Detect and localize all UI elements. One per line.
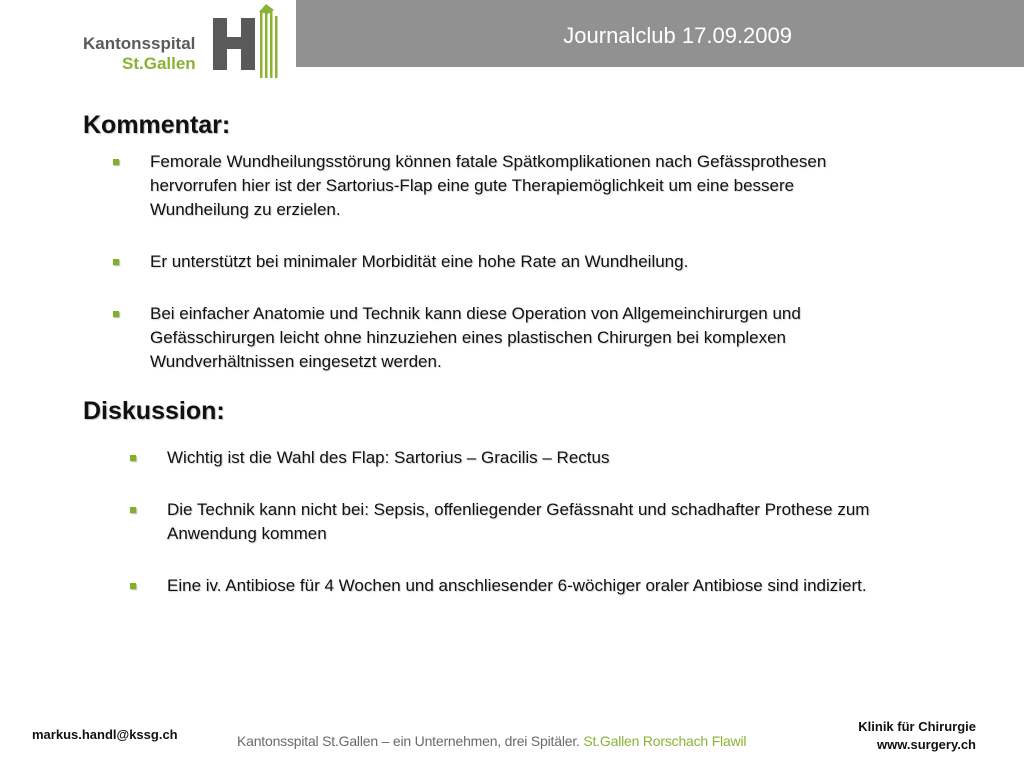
slide-title: Journalclub 17.09.2009 <box>563 23 792 48</box>
footer-clinic-info <box>858 718 976 754</box>
bullet-icon <box>113 259 119 265</box>
list-item <box>167 498 887 546</box>
hospital-logo-icon <box>210 2 285 80</box>
list-item <box>150 250 890 274</box>
logo-line2: St.Gallen <box>122 54 196 73</box>
hospital-logo-text <box>83 34 196 74</box>
logo-line1: Kantonsspital <box>83 34 196 53</box>
bullet-icon <box>130 583 136 589</box>
bullet-text: Er unterstützt bei minimaler Morbidität eine hohe Rate an Wundheilung. <box>150 252 689 271</box>
diskussion-bullet-list <box>167 446 887 598</box>
list-item <box>167 574 887 598</box>
footer-tagline-text: Kantonsspital St.Gallen – ein Unternehmen, drei Spitäler. <box>237 733 580 749</box>
bullet-text: Die Technik kann nicht bei: Sepsis, offenliegender Gefässnaht und schadhafter Prothese zum Anwendung kommen <box>167 500 870 543</box>
footer-tagline <box>237 733 746 749</box>
bullet-icon <box>113 311 119 317</box>
bullet-icon <box>113 159 119 165</box>
kommentar-bullet-list <box>150 150 890 374</box>
footer-email: markus.handl@kssg.ch <box>32 727 178 742</box>
bullet-icon <box>130 507 136 513</box>
bullet-text: Wichtig ist die Wahl des Flap: Sartorius – Gracilis – Rectus <box>167 448 610 467</box>
bullet-text: Femorale Wundheilungsstörung können fatale Spätkomplikationen nach Gefässprothesen hervorrufen hier ist der Sartorius-Flap eine gute Therapiemöglichkeit um eine bessere Wundheilung zu erzielen. <box>150 152 827 219</box>
footer-locations: St.Gallen Rorschach Flawil <box>583 733 747 749</box>
bullet-text: Eine iv. Antibiose für 4 Wochen und anschliesender 6-wöchiger oraler Antibiose sind indiziert. <box>167 576 867 595</box>
section-heading-kommentar: Kommentar: <box>83 111 231 139</box>
bullet-icon <box>130 455 136 461</box>
footer-website: www.surgery.ch <box>877 737 976 752</box>
section-heading-diskussion: Diskussion: <box>83 397 225 425</box>
footer-clinic: Klinik für Chirurgie <box>858 719 976 734</box>
list-item <box>150 302 890 374</box>
list-item <box>150 150 890 222</box>
list-item <box>167 446 887 470</box>
bullet-text: Bei einfacher Anatomie und Technik kann diese Operation von Allgemeinchirurgen und Gefässchirurgen leicht ohne hinzuziehen eines plastischen Chirurgen bei komplexen Wundverhältnissen eingesetzt werden. <box>150 304 801 371</box>
